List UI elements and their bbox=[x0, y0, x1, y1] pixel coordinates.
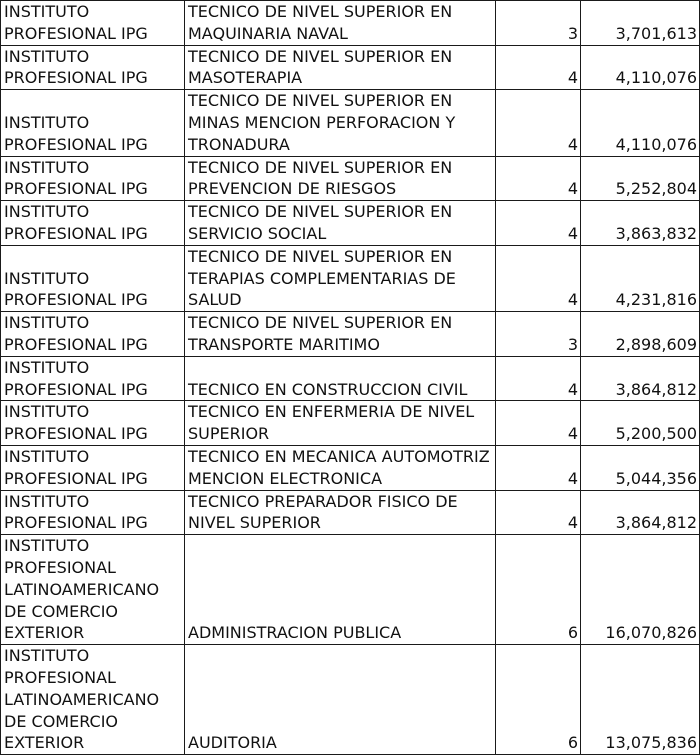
institution-cell: INSTITUTO PROFESIONAL IPG bbox=[1, 201, 185, 246]
amount-cell: 2,898,609 bbox=[581, 312, 700, 357]
amount-cell: 4,110,076 bbox=[581, 45, 700, 90]
amount-cell: 13,075,836 bbox=[581, 645, 700, 755]
duration-cell: 4 bbox=[496, 156, 581, 201]
amount-cell: 3,864,812 bbox=[581, 356, 700, 401]
amount-cell: 4,231,816 bbox=[581, 245, 700, 311]
program-cell: TECNICO EN MECANICA AUTOMOTRIZ MENCION ELECTRONICA bbox=[185, 445, 496, 490]
amount-cell: 3,864,812 bbox=[581, 490, 700, 535]
table-row bbox=[1, 356, 700, 401]
table-row bbox=[1, 445, 700, 490]
duration-cell: 4 bbox=[496, 401, 581, 446]
duration-cell: 6 bbox=[496, 535, 581, 645]
amount-cell: 3,863,832 bbox=[581, 201, 700, 246]
institution-cell: INSTITUTO PROFESIONAL IPG bbox=[1, 245, 185, 311]
amount-cell: 5,044,356 bbox=[581, 445, 700, 490]
table-row bbox=[1, 245, 700, 311]
program-cell: TECNICO DE NIVEL SUPERIOR EN SERVICIO SOCIAL bbox=[185, 201, 496, 246]
program-cell: TECNICO DE NIVEL SUPERIOR EN MINAS MENCION PERFORACION Y TRONADURA bbox=[185, 90, 496, 156]
duration-cell: 3 bbox=[496, 1, 581, 46]
institution-cell: INSTITUTO PROFESIONAL IPG bbox=[1, 490, 185, 535]
table-row bbox=[1, 90, 700, 156]
program-cell: TECNICO DE NIVEL SUPERIOR EN MAQUINARIA NAVAL bbox=[185, 1, 496, 46]
institution-cell: INSTITUTO PROFESIONAL IPG bbox=[1, 1, 185, 46]
table-row bbox=[1, 535, 700, 645]
duration-cell: 4 bbox=[496, 201, 581, 246]
institution-cell: INSTITUTO PROFESIONAL IPG bbox=[1, 445, 185, 490]
table-body bbox=[1, 1, 700, 755]
table-row bbox=[1, 45, 700, 90]
institution-cell: INSTITUTO PROFESIONAL IPG bbox=[1, 356, 185, 401]
institution-cell: INSTITUTO PROFESIONAL IPG bbox=[1, 45, 185, 90]
amount-cell: 16,070,826 bbox=[581, 535, 700, 645]
duration-cell: 4 bbox=[496, 445, 581, 490]
institution-cell: INSTITUTO PROFESIONAL IPG bbox=[1, 156, 185, 201]
duration-cell: 6 bbox=[496, 645, 581, 755]
program-cell: TECNICO EN CONSTRUCCION CIVIL bbox=[185, 356, 496, 401]
program-cell: TECNICO EN ENFERMERIA DE NIVEL SUPERIOR bbox=[185, 401, 496, 446]
institution-cell: INSTITUTO PROFESIONAL LATINOAMERICANO DE COMERCIO EXTERIOR bbox=[1, 645, 185, 755]
table-row bbox=[1, 312, 700, 357]
program-cell: TECNICO DE NIVEL SUPERIOR EN TRANSPORTE MARITIMO bbox=[185, 312, 496, 357]
amount-cell: 5,200,500 bbox=[581, 401, 700, 446]
program-cell: AUDITORIA bbox=[185, 645, 496, 755]
amount-cell: 4,110,076 bbox=[581, 90, 700, 156]
duration-cell: 4 bbox=[496, 45, 581, 90]
program-cell: TECNICO PREPARADOR FISICO DE NIVEL SUPERIOR bbox=[185, 490, 496, 535]
duration-cell: 4 bbox=[496, 356, 581, 401]
program-cell: TECNICO DE NIVEL SUPERIOR EN TERAPIAS COMPLEMENTARIAS DE SALUD bbox=[185, 245, 496, 311]
amount-cell: 5,252,804 bbox=[581, 156, 700, 201]
program-cell: ADMINISTRACION PUBLICA bbox=[185, 535, 496, 645]
duration-cell: 3 bbox=[496, 312, 581, 357]
table-row bbox=[1, 201, 700, 246]
program-cell: TECNICO DE NIVEL SUPERIOR EN PREVENCION DE RIESGOS bbox=[185, 156, 496, 201]
institution-cell: INSTITUTO PROFESIONAL IPG bbox=[1, 90, 185, 156]
table-row bbox=[1, 645, 700, 755]
institution-cell: INSTITUTO PROFESIONAL LATINOAMERICANO DE COMERCIO EXTERIOR bbox=[1, 535, 185, 645]
institution-cell: INSTITUTO PROFESIONAL IPG bbox=[1, 401, 185, 446]
duration-cell: 4 bbox=[496, 490, 581, 535]
institution-cell: INSTITUTO PROFESIONAL IPG bbox=[1, 312, 185, 357]
table-row bbox=[1, 156, 700, 201]
duration-cell: 4 bbox=[496, 90, 581, 156]
table-row bbox=[1, 490, 700, 535]
duration-cell: 4 bbox=[496, 245, 581, 311]
program-cell: TECNICO DE NIVEL SUPERIOR EN MASOTERAPIA bbox=[185, 45, 496, 90]
table-row bbox=[1, 401, 700, 446]
table-row bbox=[1, 1, 700, 46]
amount-cell: 3,701,613 bbox=[581, 1, 700, 46]
